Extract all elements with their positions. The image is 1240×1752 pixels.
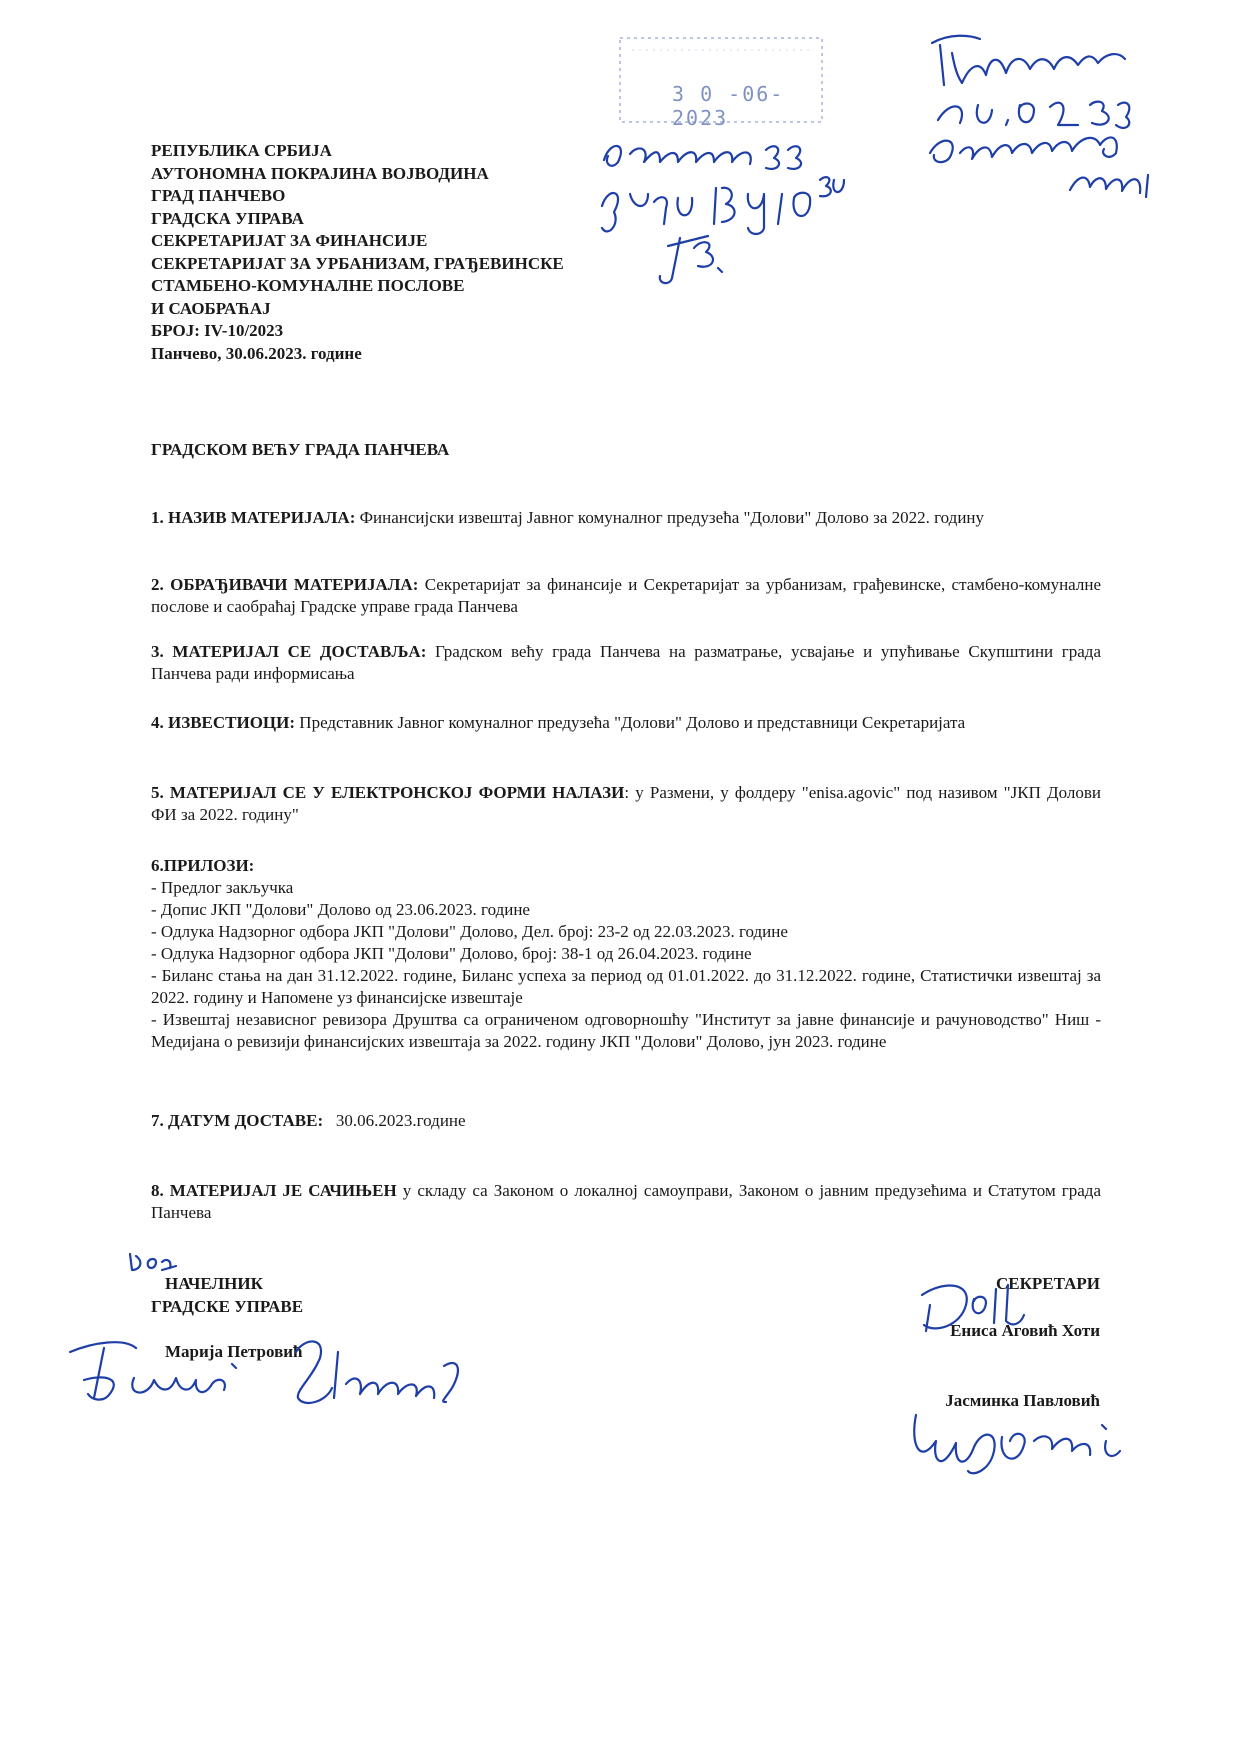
section-5-electronic-form (151, 782, 1101, 826)
section-7-label: 7. ДАТУМ ДОСТАВЕ: (151, 1111, 324, 1130)
secretary-name-1: Ениса Аговић Хоти (950, 1321, 1100, 1340)
header-line-republic: РЕПУБЛИКА СРБИЈА (151, 141, 332, 160)
header-line-urbanism-cont: СТАМБЕНО-КОМУНАЛНЕ ПОСЛОВЕ (151, 276, 465, 295)
head-signature-icon (64, 1318, 494, 1418)
attachment-item: - Одлука Надзорног одбора ЈКП "Долови" Долово, Дел. број: 23-2 од 22.03.2023. године (151, 922, 788, 941)
section-2-text: Секретаријат за финансије и Секретаријат за урбанизам, грађевинске, стамбено-комуналне послове и саобраћај Градске управе града Панчева (151, 575, 1102, 616)
secretary-1-signature-icon (912, 1275, 1042, 1345)
section-3-delivered-to (151, 641, 1101, 685)
section-6-attachments (151, 855, 1101, 1053)
section-1-label: 1. НАЗИВ МАТЕРИЈАЛА: (151, 508, 356, 527)
section-1-material-title (151, 507, 1101, 529)
handwritten-delivery-note-icon (598, 128, 848, 288)
section-2-processors (151, 574, 1101, 618)
head-title-2: ГРАДСКЕ УПРАВЕ (151, 1297, 304, 1316)
secretary-name-2: Јасминка Павловић (945, 1391, 1100, 1410)
header-line-finance-secretariat: СЕКРЕТАРИЈАТ ЗА ФИНАНСИЈЕ (151, 231, 428, 250)
section-5-text: : у Размени, у фолдеру "enisa.agovic" под називом "ЈКП Долови ФИ за 2022. годину" (151, 783, 1101, 824)
header-line-province: АУТОНОМНА ПОКРАЈИНА ВОЈВОДИНА (151, 163, 489, 183)
head-title-1: НАЧЕЛНИК (165, 1274, 263, 1293)
addressee: ГРАДСКОМ ВЕЋУ ГРАДА ПАНЧЕВА (151, 440, 450, 459)
secretaries-title: СЕКРЕТАРИ (995, 1274, 1100, 1293)
attachment-item: - Извештај независног ревизора Друштва са ограниченом одговорношћу "Институт за јавне финансије и рачуноводство" Ниш - Медијана о ревизији финансијских извештаја за 2022. годину ЈКП "Долови" Долово, јун 2023. године (151, 1010, 1101, 1051)
section-6-label: 6.ПРИЛОЗИ: (151, 856, 255, 875)
section-2-label: 2. ОБРАЂИВАЧИ МАТЕРИЈАЛА: (151, 575, 419, 594)
section-3-text: Градском већу града Панчева на разматрање, усвајање и упућивање Скупштини града Панчева ради информисања (151, 642, 1102, 683)
header-line-number: БРОЈ: IV-10/2023 (151, 321, 284, 340)
attachment-item: - Одлука Надзорног одбора ЈКП "Долови" Долово, број: 38-1 од 26.04.2023. године (151, 944, 752, 963)
section-4-reporters (151, 712, 1101, 734)
header-line-administration: ГРАДСКА УПРАВА (151, 208, 304, 228)
header-line-urbanism-secretariat: СЕКРЕТАРИЈАТ ЗА УРБАНИЗАМ, ГРАЂЕВИНСКЕ (151, 253, 564, 273)
stamp-date: 3 0 -06- 2023 (672, 82, 785, 130)
header-line-traffic: И САОБРАЋАЈ (151, 298, 271, 318)
section-8-label: 8. МАТЕРИЈАЛ ЈЕ САЧИЊЕН (151, 1181, 397, 1200)
attachment-item: - Допис ЈКП "Долови" Долово од 23.06.2023. године (151, 900, 530, 919)
document-header (151, 140, 564, 365)
section-5-label: 5. МАТЕРИЈАЛ СЕ У ЕЛЕКТРОНСКОЈ ФОРМИ НАЛАЗИ (151, 783, 625, 802)
section-3-label: 3. МАТЕРИЈАЛ СЕ ДОСТАВЉА: (151, 642, 427, 661)
head-name: Марија Петровић (165, 1342, 303, 1361)
attachment-item: - Биланс стања на дан 31.12.2022. године, Биланс успеха за период од 01.01.2022. до 31.12.2022. године, Статистички извештај за 2022. годину и Напомене уз финансијске извештаје (151, 966, 1101, 1007)
section-1-text: Финансијски извештај Јавног комуналног предузећа "Долови" Долово за 2022. годину (355, 508, 985, 527)
section-4-label: 4. ИЗВЕСТИОЦИ: (151, 713, 296, 732)
section-7-delivery-date (151, 1110, 1101, 1132)
section-7-text: 30.06.2023.године (323, 1111, 466, 1130)
handwritten-received-note-icon (920, 25, 1170, 200)
header-line-date: Панчево, 30.06.2023. године (151, 343, 362, 363)
received-stamp (612, 30, 830, 130)
section-8-compiled-per (151, 1180, 1101, 1224)
header-line-city: ГРАД ПАНЧЕВО (151, 186, 286, 205)
secretary-2-signature-icon (902, 1385, 1132, 1490)
attachment-item: - Предлог закључка (151, 878, 294, 897)
section-4-text: Представник Јавног комуналног предузећа "Долови" Долово и представници Секретаријата (295, 713, 966, 732)
section-8-text: у складу са Законом о локалној самоуправи, Законом о јавним предузећима и Статутом града Панчева (151, 1181, 1102, 1222)
